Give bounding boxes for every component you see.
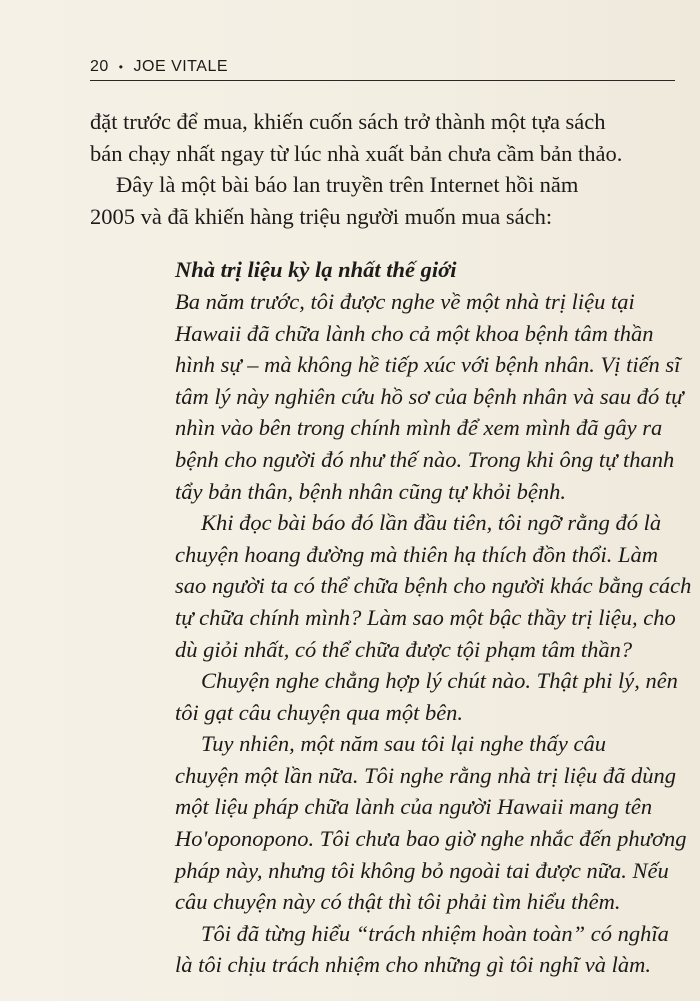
quote-line: pháp này, nhưng tôi không bỏ ngoài tai được nữa. Nếu — [175, 857, 669, 883]
quote-line: Hawaii đã chữa lành cho cả một khoa bệnh tâm thần — [175, 320, 654, 346]
quote-line: chuyện hoang đường mà thiên hạ thích đồn thổi. Làm — [175, 541, 658, 567]
header-rule — [90, 80, 675, 81]
quote-line: Tuy nhiên, một năm sau tôi lại nghe thấy câu — [201, 731, 606, 757]
quote-line: tôi gạt câu chuyện qua một bên. — [175, 699, 464, 725]
quote-line: Ba năm trước, tôi được nghe về một nhà trị liệu tại — [175, 288, 635, 314]
quote-line: bệnh cho người đó như thế nào. Trong khi ông tự thanh — [175, 446, 675, 472]
article-title: Nhà trị liệu kỳ lạ nhất thế giới — [175, 257, 457, 283]
running-header — [90, 55, 675, 79]
quote-line: Chuyện nghe chẳng hợp lý chút nào. Thật phi lý, nên — [201, 668, 678, 694]
quote-line: Tôi đã từng hiểu “trách nhiệm hoàn toàn” có nghĩa — [201, 920, 669, 946]
author-name: JOE VITALE — [133, 58, 229, 75]
header-separator: • — [118, 60, 124, 74]
quote-line: là tôi chịu trách nhiệm cho những gì tôi nghĩ và làm. — [175, 952, 651, 978]
quote-line: chuyện một lần nữa. Tôi nghe rằng nhà trị liệu đã dùng — [175, 762, 676, 788]
quote-line: tâm lý này nghiên cứu hồ sơ của bệnh nhân và sau đó tự — [175, 383, 684, 409]
quote-line: tẩy bản thân, bệnh nhân cũng tự khỏi bệnh. — [175, 478, 566, 504]
text-line: 2005 và đã khiến hàng triệu người muốn mua sách: — [90, 203, 553, 229]
text-line: đặt trước để mua, khiến cuốn sách trở thành một tựa sách — [90, 109, 606, 134]
quote-line: hình sự – mà không hề tiếp xúc với bệnh nhân. Vị tiến sĩ — [175, 352, 681, 378]
quote-line: Ho'oponopono. Tôi chưa bao giờ nghe nhắc đến phương — [175, 826, 687, 852]
quote-line: dù giỏi nhất, có thể chữa được tội phạm tâm thần? — [175, 636, 633, 662]
quote-line: một liệu pháp chữa lành của người Hawaii mang tên — [175, 794, 653, 820]
quote-line: tự chữa chính mình? Làm sao một bậc thầy trị liệu, cho — [175, 604, 676, 630]
text-line: bán chạy nhất ngay từ lúc nhà xuất bản chưa cầm bản thảo. — [90, 140, 623, 166]
page-number: 20 — [90, 58, 109, 75]
quote-line: nhìn vào bên trong chính mình để xem mình đã gây ra — [175, 415, 663, 441]
quote-line: sao người ta có thể chữa bệnh cho người khác bằng cách — [175, 573, 692, 599]
text-line: Đây là một bài báo lan truyền trên Internet hồi năm — [116, 172, 579, 198]
body-text — [90, 106, 692, 981]
quote-line: Khi đọc bài báo đó lần đầu tiên, tôi ngỡ rằng đó là — [201, 510, 662, 536]
quote-line: câu chuyện này có thật thì tôi phải tìm hiểu thêm. — [175, 889, 621, 915]
paragraph-gap — [90, 232, 650, 254]
